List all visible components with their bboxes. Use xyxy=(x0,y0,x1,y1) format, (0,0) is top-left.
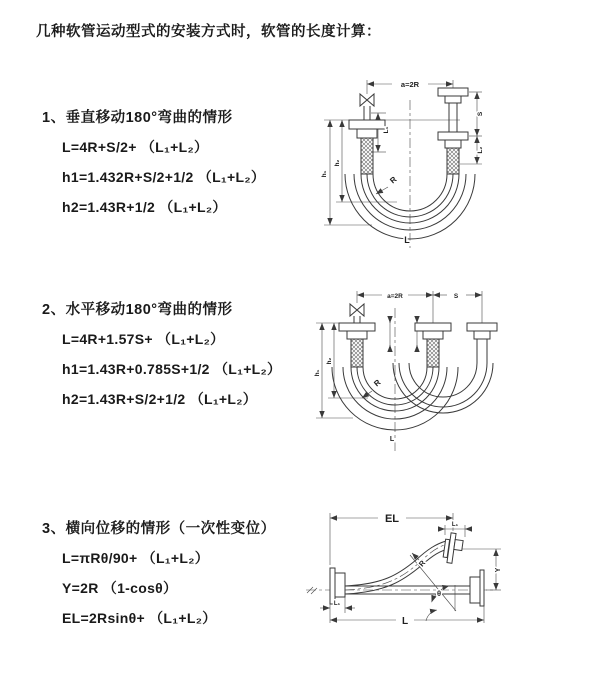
braided-hose xyxy=(351,339,363,367)
length-label: L xyxy=(389,436,395,443)
section-1-heading: 1、垂直移动180°弯曲的情形 xyxy=(42,110,233,126)
formula-h2: h2=1.43R+1/2 （L₁+L₂） xyxy=(62,199,227,215)
dim-label-s: S xyxy=(477,111,484,117)
formula-h1: h1=1.43R+0.785S+1/2 （L₁+L₂） xyxy=(62,361,282,377)
formula-length: L=4R+S/2+ （L₁+L₂） xyxy=(62,139,209,155)
radius-label: R xyxy=(388,174,399,186)
dim-label-h2: h₂ xyxy=(334,159,341,167)
diagram-horizontal-180-bend xyxy=(308,281,596,471)
formula-length: L=πRθ/90+ （L₁+L₂） xyxy=(62,550,210,566)
flange xyxy=(330,568,335,604)
flange xyxy=(470,577,480,603)
radius-label: R xyxy=(372,377,383,389)
section-vertical-bend xyxy=(42,106,342,217)
formula-y: Y=2R （1-cosθ） xyxy=(62,580,178,596)
length-label: L xyxy=(401,616,409,627)
length-label: L xyxy=(404,235,410,245)
page-title: 几种软管运动型式的安装方式时，软管的长度计算： xyxy=(36,24,381,40)
dim-label-h2: h₂ xyxy=(326,357,333,365)
braided-hose xyxy=(361,138,373,174)
flange xyxy=(415,323,451,331)
dim-label-l2: L₂ xyxy=(477,146,484,154)
theta-label: θ xyxy=(436,589,442,598)
hose-drawing xyxy=(330,532,484,606)
section-lateral-displacement xyxy=(42,517,342,628)
braided-hose xyxy=(447,148,459,174)
dim-label-y: Y xyxy=(495,567,502,573)
formula-el: EL=2Rsinθ+ （L₁+L₂） xyxy=(62,610,217,626)
flange xyxy=(339,323,375,331)
diagram-vertical-180-bend xyxy=(312,68,584,263)
valve-icon xyxy=(350,304,364,316)
formula-h1: h1=1.432R+S/2+1/2 （L₁+L₂） xyxy=(62,169,266,185)
section-3-heading: 3、横向位移的情形（一次性变位） xyxy=(42,521,276,537)
dim-label-s: S xyxy=(453,293,459,300)
valve-icon xyxy=(360,94,374,106)
dim-label-l1-bottom: L₁ xyxy=(333,601,341,607)
flange xyxy=(467,323,497,331)
section-2-heading: 2、水平移动180°弯曲的情形 xyxy=(42,302,233,318)
curve-centerline xyxy=(345,544,448,590)
dim-label-span: a=2R xyxy=(400,80,420,89)
braided-hose xyxy=(427,339,439,367)
dim-label-h1: h₁ xyxy=(314,369,321,377)
el-label: EL xyxy=(384,513,400,525)
flange xyxy=(349,120,385,129)
dim-label-span: a=2R xyxy=(387,293,403,300)
dim-label-h1: h₁ xyxy=(321,170,328,178)
formula-length: L=4R+1.57S+ （L₁+L₂） xyxy=(62,331,225,347)
flange xyxy=(438,88,468,96)
dim-label-l1-top: L₁ xyxy=(451,522,459,528)
upper-flange xyxy=(442,532,464,564)
hose-drawing xyxy=(332,304,497,430)
formula-h2: h2=1.43R+S/2+1/2 （L₁+L₂） xyxy=(62,391,258,407)
diagram-lateral-displacement xyxy=(298,503,600,663)
radius-label: R xyxy=(416,558,428,569)
dim-label-l1: L₁ xyxy=(383,126,390,134)
section-horizontal-bend xyxy=(42,298,342,409)
